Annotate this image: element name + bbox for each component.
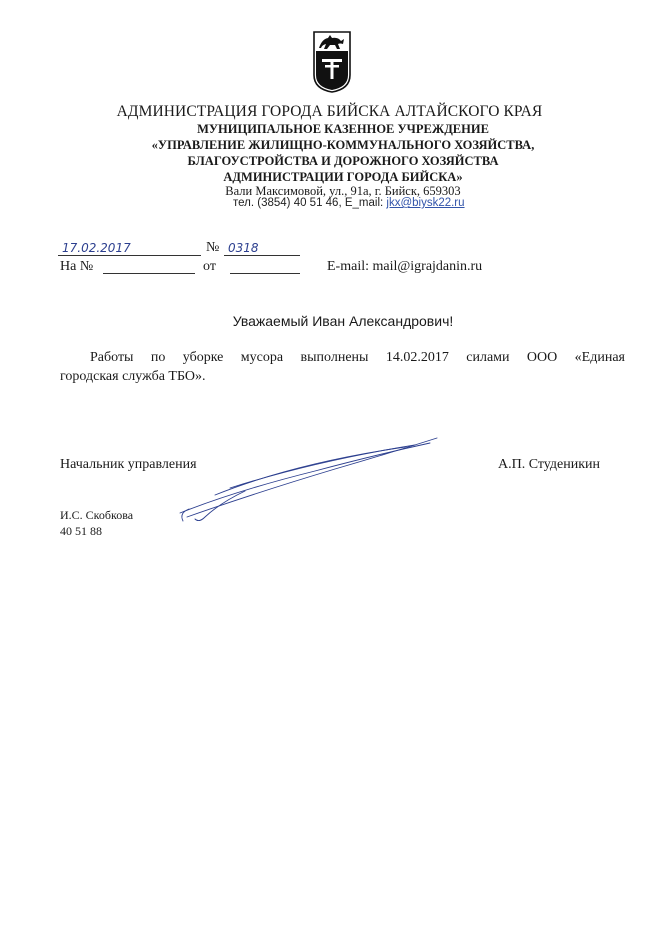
reference-from-label: от [203,259,216,274]
signer-name: А.П. Студеникин [498,457,601,472]
outgoing-date: 17.02.2017 [62,241,131,255]
executor-name: И.С. Скобкова [60,508,134,522]
reference-date-line [230,273,300,274]
institution-line: АДМИНИСТРАЦИИ ГОРОДА БИЙСКА» [223,170,463,184]
address: Вали Максимовой, ул., 91а, г. Бийск, 659303 [225,184,461,198]
outgoing-date-line [58,255,201,256]
reference-number-label: На № [60,259,94,274]
institution-line: МУНИЦИПАЛЬНОЕ КАЗЕННОЕ УЧРЕЖДЕНИЕ [197,122,489,136]
outgoing-number-label: № [206,240,220,255]
reference-number-line [103,273,195,274]
executor-phone: 40 51 88 [60,524,102,538]
outgoing-number-line [224,255,300,256]
body-line: Работы по уборке мусора выполнены 14.02.2017 силами ООО «Единая [90,350,625,365]
contacts [233,197,465,209]
city-emblem-icon [313,31,351,93]
institution-line: БЛАГОУСТРОЙСТВА И ДОРОЖНОГО ХОЗЯЙСТВА [187,154,499,168]
outgoing-number: 0318 [228,241,259,255]
reference-email: E-mail: mail@igrajdanin.ru [327,259,483,274]
greeting: Уважаемый Иван Александрович! [232,313,454,329]
body-line: городская служба ТБО». [60,369,206,384]
org-title: АДМИНИСТРАЦИЯ ГОРОДА БИЙСКА АЛТАЙСКОГО КРАЯ [116,103,543,120]
handwritten-signature-icon [175,433,440,525]
contacts-email-link[interactable]: jkx@biysk22.ru [386,197,465,209]
contacts-phone: тел. (3854) 40 51 46, E_mail: [233,197,387,209]
signer-title: Начальник управления [60,457,197,472]
institution-line: «УПРАВЛЕНИЕ ЖИЛИЩНО-КОММУНАЛЬНОГО ХОЗЯЙСТВА, [151,138,535,152]
